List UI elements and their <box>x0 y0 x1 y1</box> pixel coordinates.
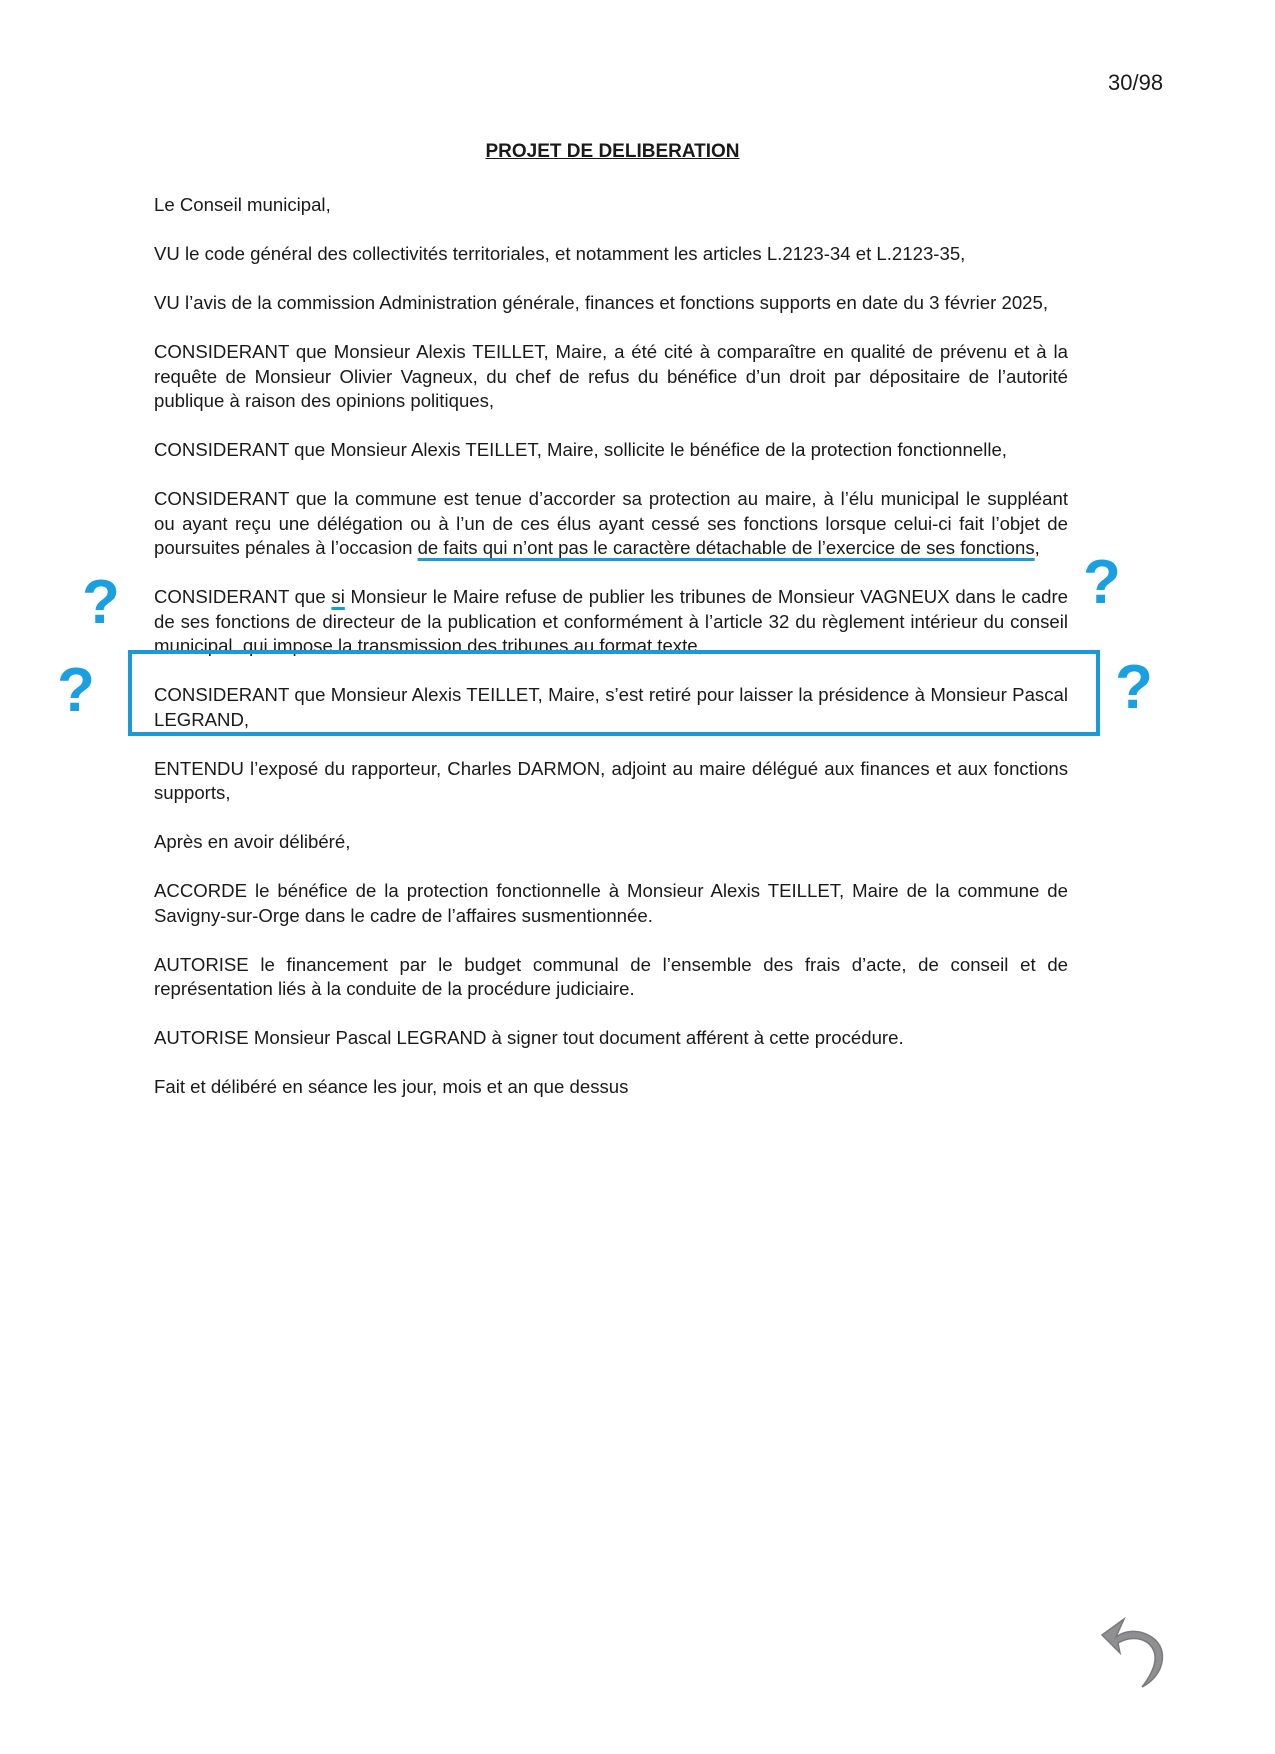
paragraph-fait: Fait et délibéré en séance les jour, mois et an que dessus <box>154 1076 629 1097</box>
paragraph-greeting: Le Conseil municipal, <box>154 194 331 215</box>
document-title: PROJET DE DELIBERATION <box>485 141 740 162</box>
paragraph-autorise-financement: AUTORISE le financement par le budget communal de l’ensemble des frais d’acte, de conseil et de représentation liés à la conduite de la procédure judiciaire. <box>154 953 1068 999</box>
paragraph-entendu: ENTENDU l’exposé du rapporteur, Charles DARMON, adjoint au maire délégué aux finances et aux fonctions supports, <box>154 757 1068 803</box>
paragraph-considerant-commune <box>154 487 1068 561</box>
paragraph-vu-code: VU le code général des collectivités territoriales, et notamment les articles L.2123-34 et L.2123-35, <box>154 243 966 264</box>
underlined-segment: de faits qui n’ont pas le caractère détachable de l’exercice de ses fonctions <box>417 537 1035 558</box>
back-arrow-shape <box>1102 1619 1162 1687</box>
text-segment: Monsieur le Maire refuse de publier les tribunes de Monsieur VAGNEUX dans le cadre de ses fonctions de directeur de la publication et conformément à l’article 32 du règlement intérieur du conseil municipal, qui impose la transmission des tribunes au format texte, <box>154 586 1069 656</box>
underlined-segment: si <box>331 586 345 607</box>
paragraph-delibere: Après en avoir délibéré, <box>154 831 351 852</box>
paragraph-considerant-citation: CONSIDERANT que Monsieur Alexis TEILLET, Maire, a été cité à comparaître en qualité de prévenu et à la requête de Monsieur Olivier Vagneux, du chef de refus du bénéfice d’un droit par dépositaire de l’autorité publique à raison des opinions politiques, <box>154 341 1068 411</box>
text-segment: CONSIDERANT que la commune est tenue d’accorder sa protection au maire, à l’élu municipal le suppléant ou ayant reçu une délégation ou à l’un de ces élus ayant cessé ses fonctions lorsque celui-ci fait l’objet de poursuites pénales à l’occasion <box>154 488 1068 558</box>
question-mark-icon: ? <box>82 568 120 637</box>
question-mark-icon: ? <box>1115 653 1153 722</box>
text-segment: , <box>1034 537 1040 558</box>
back-arrow-icon[interactable] <box>1100 1605 1180 1695</box>
highlight-box <box>128 650 1100 736</box>
paragraph-considerant-tribunes <box>154 585 1068 659</box>
paragraph-vu-avis: VU l’avis de la commission Administration générale, finances et fonctions supports en date du 3 février 2025, <box>154 292 1049 313</box>
text-segment: CONSIDERANT que <box>154 586 332 607</box>
question-mark-icon: ? <box>1083 548 1121 617</box>
paragraph-autorise-signature: AUTORISE Monsieur Pascal LEGRAND à signer tout document afférent à cette procédure. <box>154 1027 904 1048</box>
paragraph-accorde: ACCORDE le bénéfice de la protection fonctionnelle à Monsieur Alexis TEILLET, Maire de la commune de Savigny-sur-Orge dans le cadre de l’affaires susmentionnée. <box>154 880 1068 926</box>
paragraph-considerant-retrait: CONSIDERANT que Monsieur Alexis TEILLET, Maire, s’est retiré pour laisser la présidence à Monsieur Pascal LEGRAND, <box>154 684 1068 730</box>
paragraph-considerant-protection: CONSIDERANT que Monsieur Alexis TEILLET, Maire, sollicite le bénéfice de la protection fonctionnelle, <box>154 439 1007 460</box>
question-mark-icon: ? <box>57 656 95 725</box>
page-number: 30/98 <box>1108 70 1164 95</box>
